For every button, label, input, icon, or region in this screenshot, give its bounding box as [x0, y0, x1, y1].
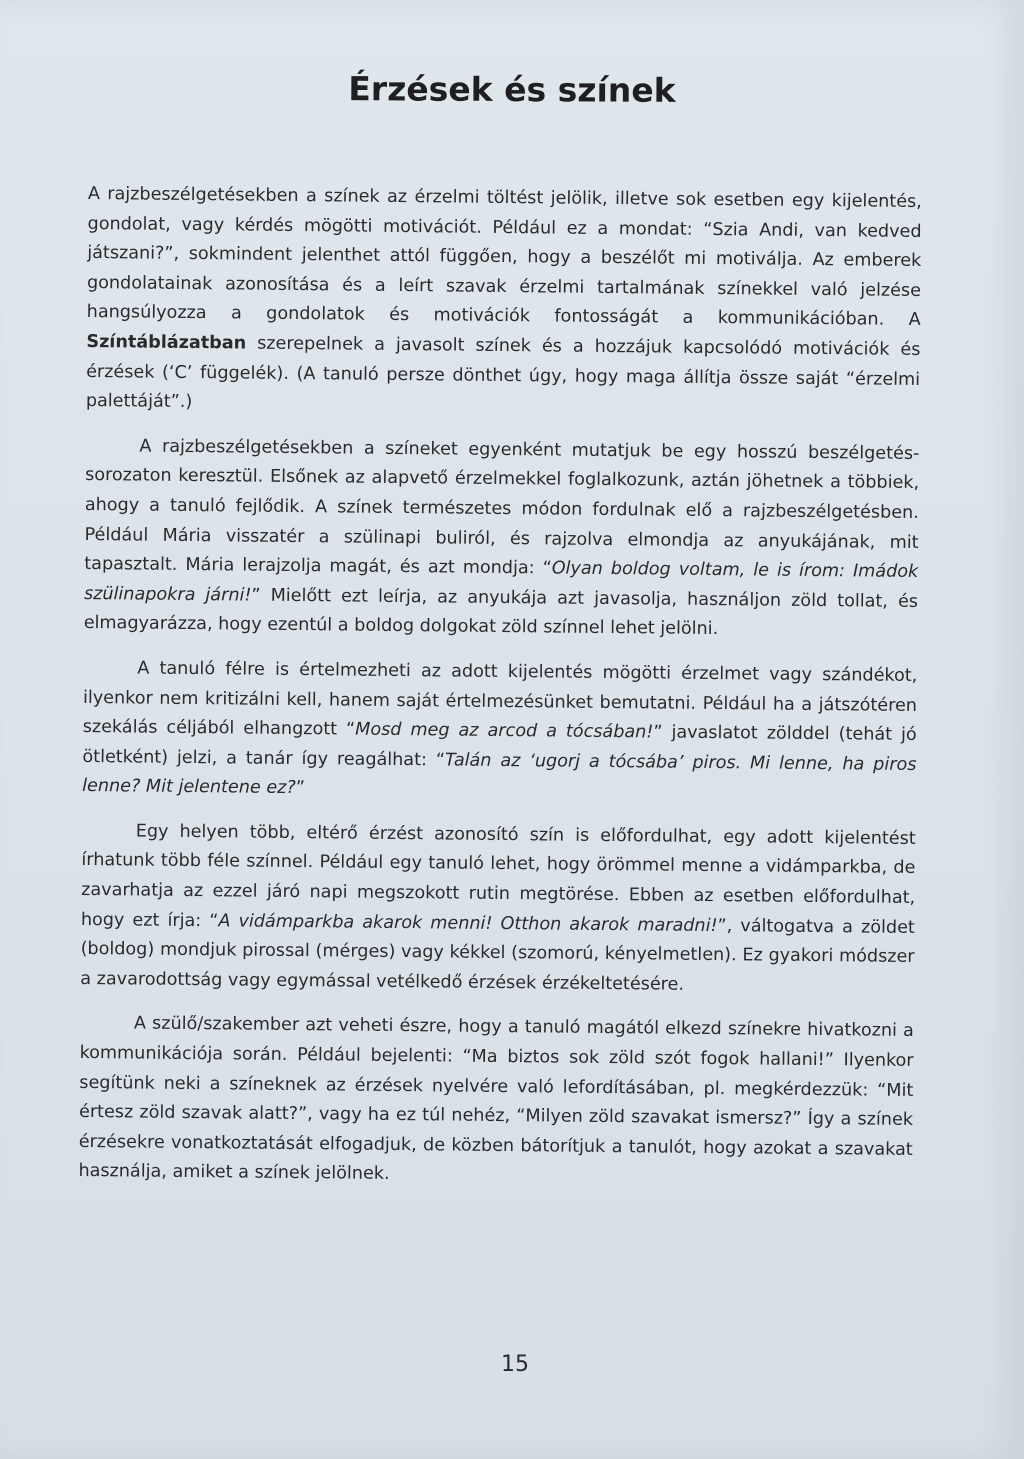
page-number: 15	[501, 1352, 529, 1377]
text-run: ” javaslatot zölddel (tehát jó ötletként) jelzi, a tanár így reagálhat: “	[82, 722, 917, 771]
paragraph-2	[84, 432, 920, 647]
paragraph-4	[80, 817, 916, 1003]
text-run: A szülő/szakember azt veheti észre, hogy a tanuló magától elkezd színekre hivatkozni a kommunikációja során. Például bejelenti: “Ma biztos sok zöld szót fogok hallani!” Ilyenkor segítünk neki a színeknek az érzések nyelvére való lefordításában, pl. megkérdezzük: “Mit értesz zöld szavak alatt?”, vagy ha ez túl nehéz, “Milyen zöld szavakat ismersz?” Így a színek érzésekre vonatkoztatását elfogadjuk, de közben bátorítjuk a tanulót, hogy azokat a szavakat használja, amiket a színek jelölnek.	[78, 1013, 914, 1185]
body-text	[78, 180, 922, 1210]
page-title: Érzések és színek	[348, 69, 676, 110]
quote-italic: A vidámparkba akarok menni! Otthon akarok maradni!	[218, 910, 718, 936]
paragraph-5	[78, 1009, 914, 1195]
text-run: A tanuló félre is értelmezheti az adott kijelentés mögötti érzelmet vagy szándékot, ilyenkor nem kritizálni kell, hanem saját értelmezésünket bemutatni. Például ha a játszótéren szekálás céljából elhangzott “	[82, 658, 918, 740]
quote-italic: Talán az ‘ugorj a tócsába’ piros. Mi lenne, ha piros lenne? Mit jelentene ez?	[82, 750, 917, 799]
bold-term: Színtáblázatban	[86, 331, 247, 354]
quote-italic: Mosd meg az arcod a tócsában!	[355, 719, 654, 743]
text-run: A rajzbeszélgetésekben a színeket egyenként mutatjuk be egy hosszú beszélgetés-sorozaton keresztül. Elsőnek az alapvető érzelmekkel foglalkozunk, aztán jöhetnek a többiek, ahogy a tanuló fejlődik. A színek természetes módon fordulnak elő a rajzbeszélgetésben. Például Mária visszatér a szülinapi buliról, és rajzolva elmondja az anyukájának, mit tapasztalt. Mária lerajzolja magát, és azt mondja: “	[84, 436, 920, 579]
paragraph-3	[82, 654, 917, 810]
paragraph-1	[86, 180, 922, 425]
quote-italic: Olyan boldog voltam, le is írom: Imádok szülinapokra járni!	[83, 558, 919, 606]
text-run: szerepelnek a javasolt színek és a hozzájuk kapcsolódó motivációk és érzések (‘C’ függelék). (A tanuló persze dönthet úgy, hogy maga állítja össze saját “érzelmi palettáját”.)	[85, 333, 921, 413]
text-run: Egy helyen több, eltérő érzést azonosító szín is előfordulhat, egy adott kijelentést írhatunk több féle színnel. Például egy tanuló lehet, hogy örömmel menne a vidámparkba, de zavarhatja az ezzel járó napi megszokott rutin megtörése. Ebben az esetben előfordulhat, hogy ezt írja: “	[80, 821, 916, 931]
text-run: A rajzbeszélgetésekben a színek az érzelmi töltést jelölik, illetve sok esetben egy kijelentés, gondolat, vagy kérdés mögötti motivációt. Például ez a mondat: “Szia Andi, van kedved játszani?”, sokmindent jelenthet attól függően, hogy a beszélőt mi motiválja. Az emberek gondolatainak azonosítása és a leírt szavak érzelmi tartalmának színekkel való jelzése hangsúlyozza a gondolatok és motivációk fontosságát a kommunikációban. A	[86, 183, 922, 331]
text-run: ”, váltogatva a zöldet (boldog) mondjuk pirossal (mérges) vagy kékkel (szomorú, kényelmetlen). Ez gyakori módszer a zavarodottság vagy egymással vetélkedő érzések érzékeltetésére.	[80, 915, 915, 995]
text-run: ” Mielőtt ezt leírja, az anyukája azt javasolja, használjon zöld tollat, és elmagyarázza, hogy ezentúl a boldog dolgokat zöld színnel lehet jelölni.	[83, 585, 919, 640]
text-run: ”	[295, 778, 305, 799]
